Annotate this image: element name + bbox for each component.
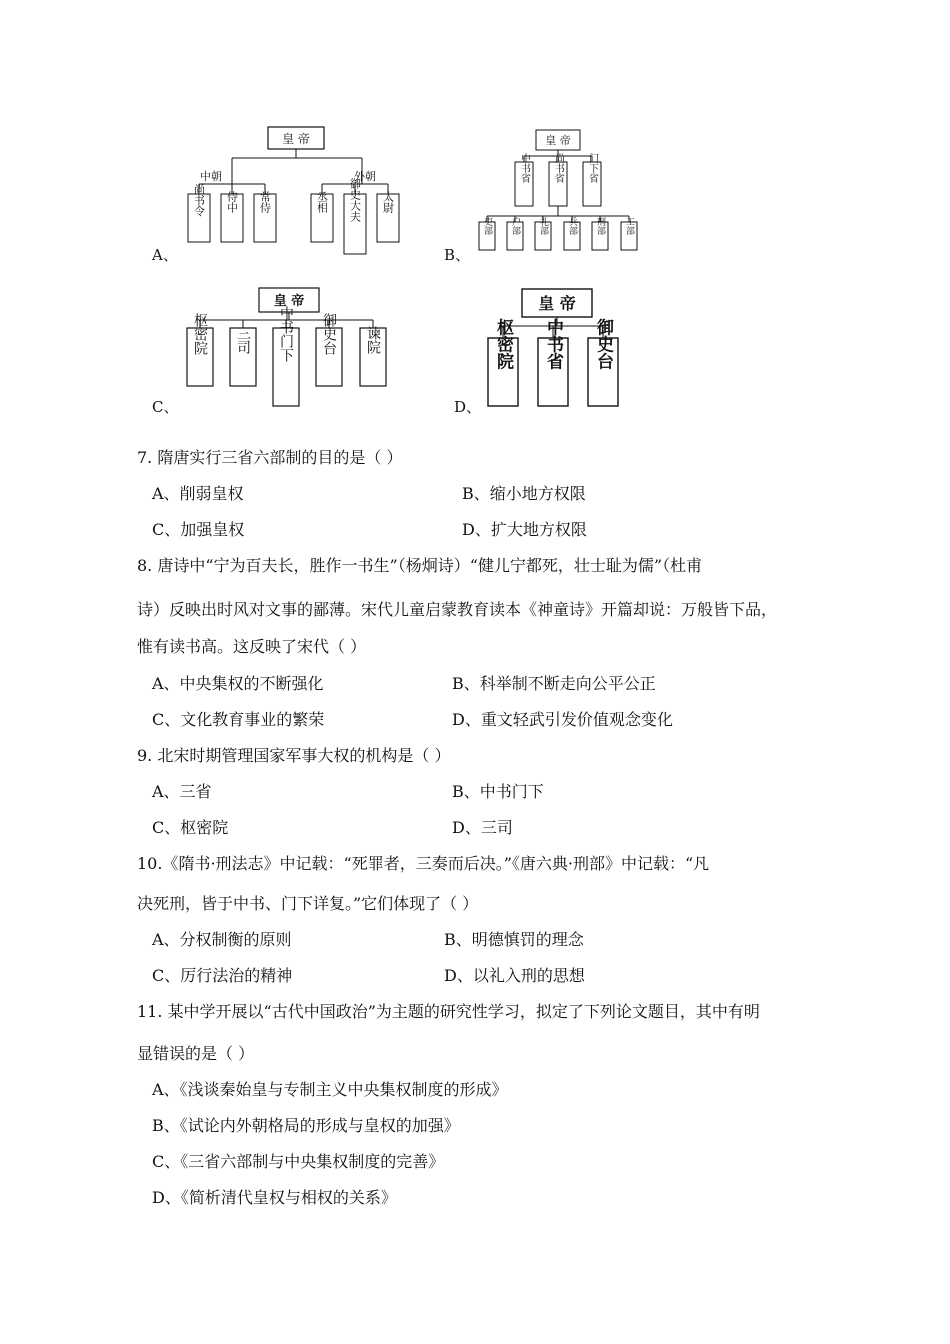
diagram-d-label: D、 [454,398,482,416]
diagram-b-svg [470,126,650,256]
diagram-d-top: 皇 帝 [538,294,576,313]
diagram-c-box-1: 枢密院 [192,313,208,355]
question-10-option-d: D、以礼入刑的思想 [444,966,585,985]
question-8-option-a: A、中央集权的不断强化 [152,674,324,693]
diagram-b-dept-2: 户部 [510,217,520,235]
diagram-d-box-3: 御史台 [593,318,613,370]
diagram-a-box-1: 尚书令 [192,183,206,217]
diagram-b-dept-6: 工部 [624,217,634,235]
diagram-c [175,284,405,414]
question-8-option-b: B、科举制不断走向公平公正 [452,674,656,693]
diagram-a-box-2: 侍中 [225,191,239,213]
diagram-b-label: B、 [444,246,471,264]
diagram-c-svg [175,284,405,414]
question-10-option-c: C、厉行法治的精神 [152,966,293,985]
question-8-line-2: 诗）反映出时风对文事的鄙薄。宋代儿童启蒙教育读本《神童诗》开篇却说：万般皆下品， [137,600,778,619]
diagram-a [150,124,410,264]
diagram-d-box-2: 中书省 [543,318,563,370]
diagram-b-mid-2: 尚书省 [552,153,564,183]
diagram-b-mid-1: 中书省 [518,153,530,183]
diagram-a-box-6: 太尉 [381,191,395,213]
question-7-option-a: A、削弱皇权 [152,484,244,503]
question-10-option-a: A、分权制衡的原则 [152,930,292,949]
question-8-line-1: 8. 唐诗中“宁为百夫长，胜作一书生”（杨炯诗）“健儿宁都死，壮士耻为儒”（杜甫 [137,556,703,575]
question-7-option-c: C、加强皇权 [152,520,245,539]
diagram-c-box-5: 谏院 [365,326,381,354]
question-7-option-b: B、缩小地方权限 [462,484,586,503]
diagram-c-box-2: 三司 [235,326,251,354]
diagram-d [480,284,640,414]
question-11-line-1: 11. 某中学开展以“古代中国政治”为主题的研究性学习，拟定了下列论文题目，其中有明 [137,1002,760,1021]
question-11-option-a: A、《浅谈秦始皇与专制主义中央集权制度的形成》 [152,1080,508,1099]
question-7-line-1: 7. 隋唐实行三省六部制的目的是（ ） [137,448,403,467]
question-9-option-d: D、三司 [452,818,513,837]
diagram-b-dept-4: 兵部 [567,217,577,235]
diagram-a-box-5: 御史大夫 [348,178,362,222]
question-10-line-2: 决死刑，皆于中书、门下详复。”它们体现了（ ） [137,894,479,913]
question-8-line-3: 惟有读书高。这反映了宋代（ ） [137,637,367,656]
diagram-a-label: A、 [152,246,178,264]
diagram-a-svg [150,124,410,264]
diagram-a-box-4: 丞相 [315,191,329,213]
diagram-d-box-1: 枢密院 [493,318,513,370]
question-9-option-b: B、中书门下 [452,782,544,801]
question-11-option-b: B、《试论内外朝格局的形成与皇权的加强》 [152,1116,460,1135]
diagram-c-box-4: 御史台 [321,313,337,355]
question-8-option-d: D、重文轻武引发价值观念变化 [452,710,673,729]
question-10-line-1: 10.《隋书·刑法志》中记载：“死罪者，三奏而后决。”《唐六典·刑部》中记载：“凡 [137,854,710,873]
diagram-c-top: 皇 帝 [273,294,305,309]
diagram-b [470,126,650,256]
question-11-option-c: C、《三省六部制与中央集权制度的完善》 [152,1152,445,1171]
diagram-b-mid-3: 门下省 [586,153,598,183]
question-11-line-2: 显错误的是（ ） [137,1044,255,1063]
diagram-b-dept-1: 吏部 [482,217,492,235]
diagram-c-box-3: 中书门下 [278,306,294,362]
diagram-c-label: C、 [152,398,179,416]
diagram-a-right-group: 外朝 [354,170,376,183]
diagram-a-box-3: 常侍 [258,191,272,213]
question-8-option-c: C、文化教育事业的繁荣 [152,710,325,729]
question-9-option-a: A、三省 [152,782,212,801]
question-7-option-d: D、扩大地方权限 [462,520,587,539]
diagram-a-top: 皇 帝 [282,132,310,146]
diagram-a-left-group: 中朝 [200,170,222,183]
question-9-line-1: 9. 北宋时期管理国家军事大权的机构是（ ） [137,746,451,765]
diagram-d-svg [480,284,640,414]
question-11-option-d: D、《简析清代皇权与相权的关系》 [152,1188,397,1207]
diagram-b-dept-5: 刑部 [595,217,605,235]
diagram-b-top: 皇 帝 [545,134,571,147]
diagram-b-dept-3: 礼部 [538,217,548,235]
question-10-option-b: B、明德慎罚的理念 [444,930,584,949]
question-9-option-c: C、枢密院 [152,818,229,837]
